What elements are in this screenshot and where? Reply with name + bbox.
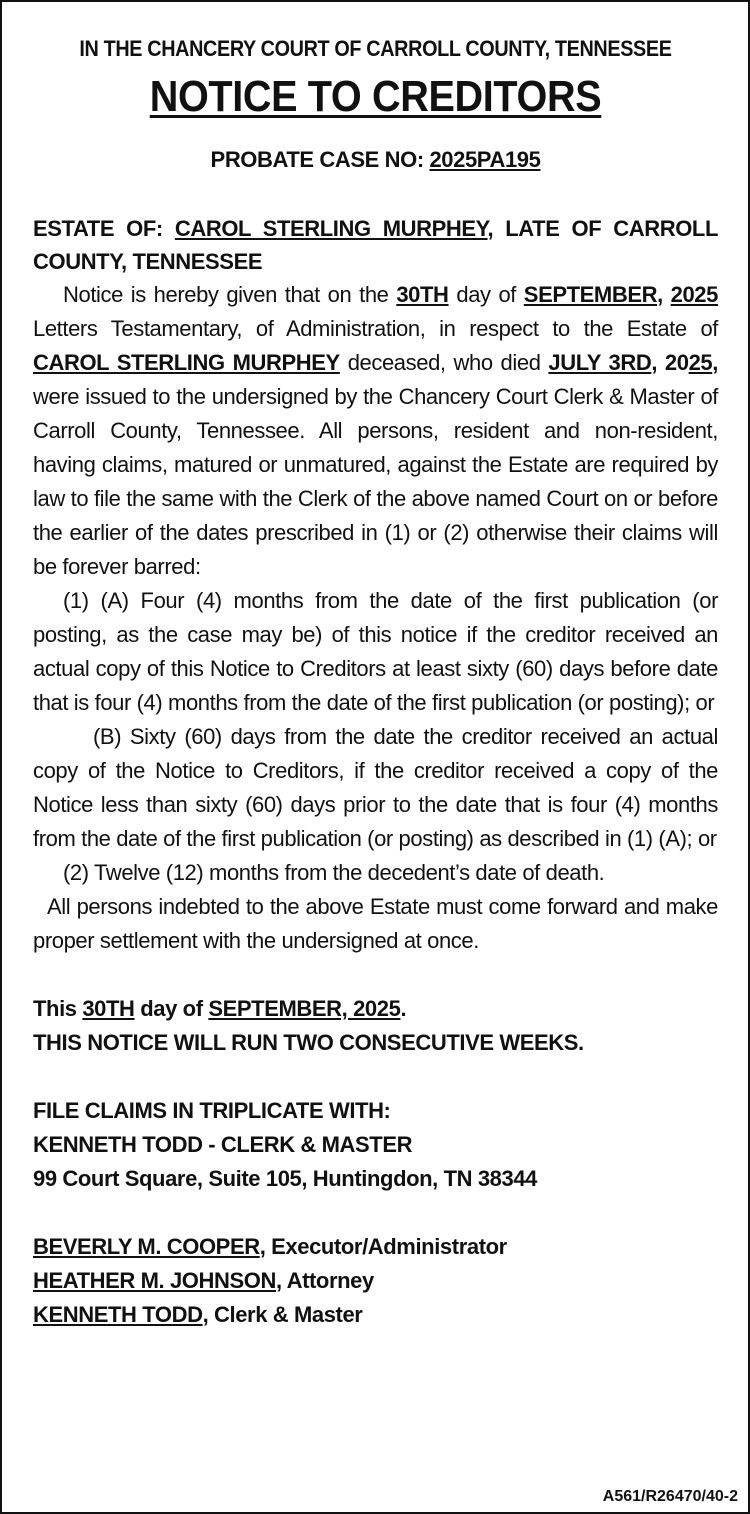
decedent-name: CAROL STERLING MURPHEY — [33, 350, 340, 375]
signatory-name: KENNETH TODD — [33, 1302, 203, 1327]
death-date: JULY 3RD — [548, 350, 652, 375]
dated-month-year: SEPTEMBER, 2025 — [208, 996, 401, 1021]
text-run: . — [400, 996, 407, 1021]
clause-2: (2) Twelve (12) months from the decedent’s date of death. — [63, 860, 605, 885]
indebted-paragraph: All persons indebted to the above Estate must come forward and make proper settlement with the undersigned at once. — [33, 894, 718, 953]
notice-body — [33, 278, 718, 958]
dated-line — [33, 992, 718, 1026]
letters-day: 30TH — [396, 282, 449, 307]
death-year-part: 25 — [688, 350, 713, 375]
text-run: were issued to the undersigned by the Chancery Court Clerk & Master of Carroll County, Tennessee. All persons, resident and non-resident, having claims, matured or unmatured, against the Estate are required by law to file the same with the Clerk of the above named Court on or before the earlier of the dates prescribed in (1) or (2) otherwise their claims will be forever barred: — [33, 384, 718, 579]
letters-month: SEPTEMBER — [523, 282, 658, 307]
ad-code: A561/R26470/40-2 — [602, 1488, 738, 1505]
text-run: This — [33, 996, 83, 1021]
text-run: deceased, who died — [339, 350, 549, 375]
text-run: , — [657, 282, 663, 307]
death-year-part: , 20 — [651, 350, 689, 375]
signatory-role: , Attorney — [275, 1268, 374, 1293]
estate-label: ESTATE OF: — [33, 216, 163, 241]
signatory-name: HEATHER M. JOHNSON — [33, 1268, 276, 1293]
text-run: Letters Testamentary, of Administration, in respect to the Estate of — [33, 316, 718, 341]
clause-1a: (1) (A) Four (4) months from the date of the first publication (or posting, as the case may be) of this notice if the creditor received an actual copy of this Notice to Creditors at least sixty (60) days before date that is four (4) months from the date of the first publication (or posting); or — [33, 588, 718, 715]
text-run: day of — [448, 282, 524, 307]
clause-1b: (B) Sixty (60) days from the date the creditor received an actual copy of the Notice to Creditors, if the creditor received a copy of the Notice less than sixty (60) days prior to the date that is four (4) months from the date of the first publication (or posting) as described in (1) (A); or — [33, 724, 718, 851]
signatory-line — [33, 1298, 718, 1332]
text-run: day of — [134, 996, 209, 1021]
file-claims-clerk: KENNETH TODD - CLERK & MASTER — [33, 1132, 413, 1157]
case-number-line — [33, 146, 718, 174]
estate-suffix: , LATE OF CARROLL COUNTY, TENNESSEE — [33, 216, 719, 274]
signatory-line — [33, 1264, 718, 1298]
estate-line — [33, 212, 718, 278]
file-claims-address: 99 Court Square, Suite 105, Huntingdon, TN 38344 — [33, 1166, 538, 1191]
estate-name: CAROL STERLING MURPHEY — [174, 216, 488, 241]
text-run: Notice is hereby given that on the — [63, 282, 397, 307]
case-number: 2025PA195 — [429, 147, 541, 172]
signatory-line — [33, 1230, 718, 1264]
notice-paragraph — [33, 278, 718, 584]
text-run: , — [712, 350, 718, 375]
signatory-name: BEVERLY M. COOPER — [33, 1234, 260, 1259]
court-heading: IN THE CHANCERY COURT OF CARROLL COUNTY, TENNESSEE — [79, 36, 672, 61]
signatory-role: , Clerk & Master — [202, 1302, 363, 1327]
letters-year: 2025 — [670, 282, 718, 307]
closing-block — [33, 992, 718, 1332]
file-claims-heading: FILE CLAIMS IN TRIPLICATE WITH: — [33, 1098, 391, 1123]
run-notice: THIS NOTICE WILL RUN TWO CONSECUTIVE WEEKS. — [33, 1030, 584, 1055]
case-label: PROBATE CASE NO: — [210, 147, 424, 172]
signatory-role: , Executor/Administrator — [259, 1234, 507, 1259]
notice-title: NOTICE TO CREDITORS — [149, 72, 602, 121]
dated-day: 30TH — [82, 996, 135, 1021]
